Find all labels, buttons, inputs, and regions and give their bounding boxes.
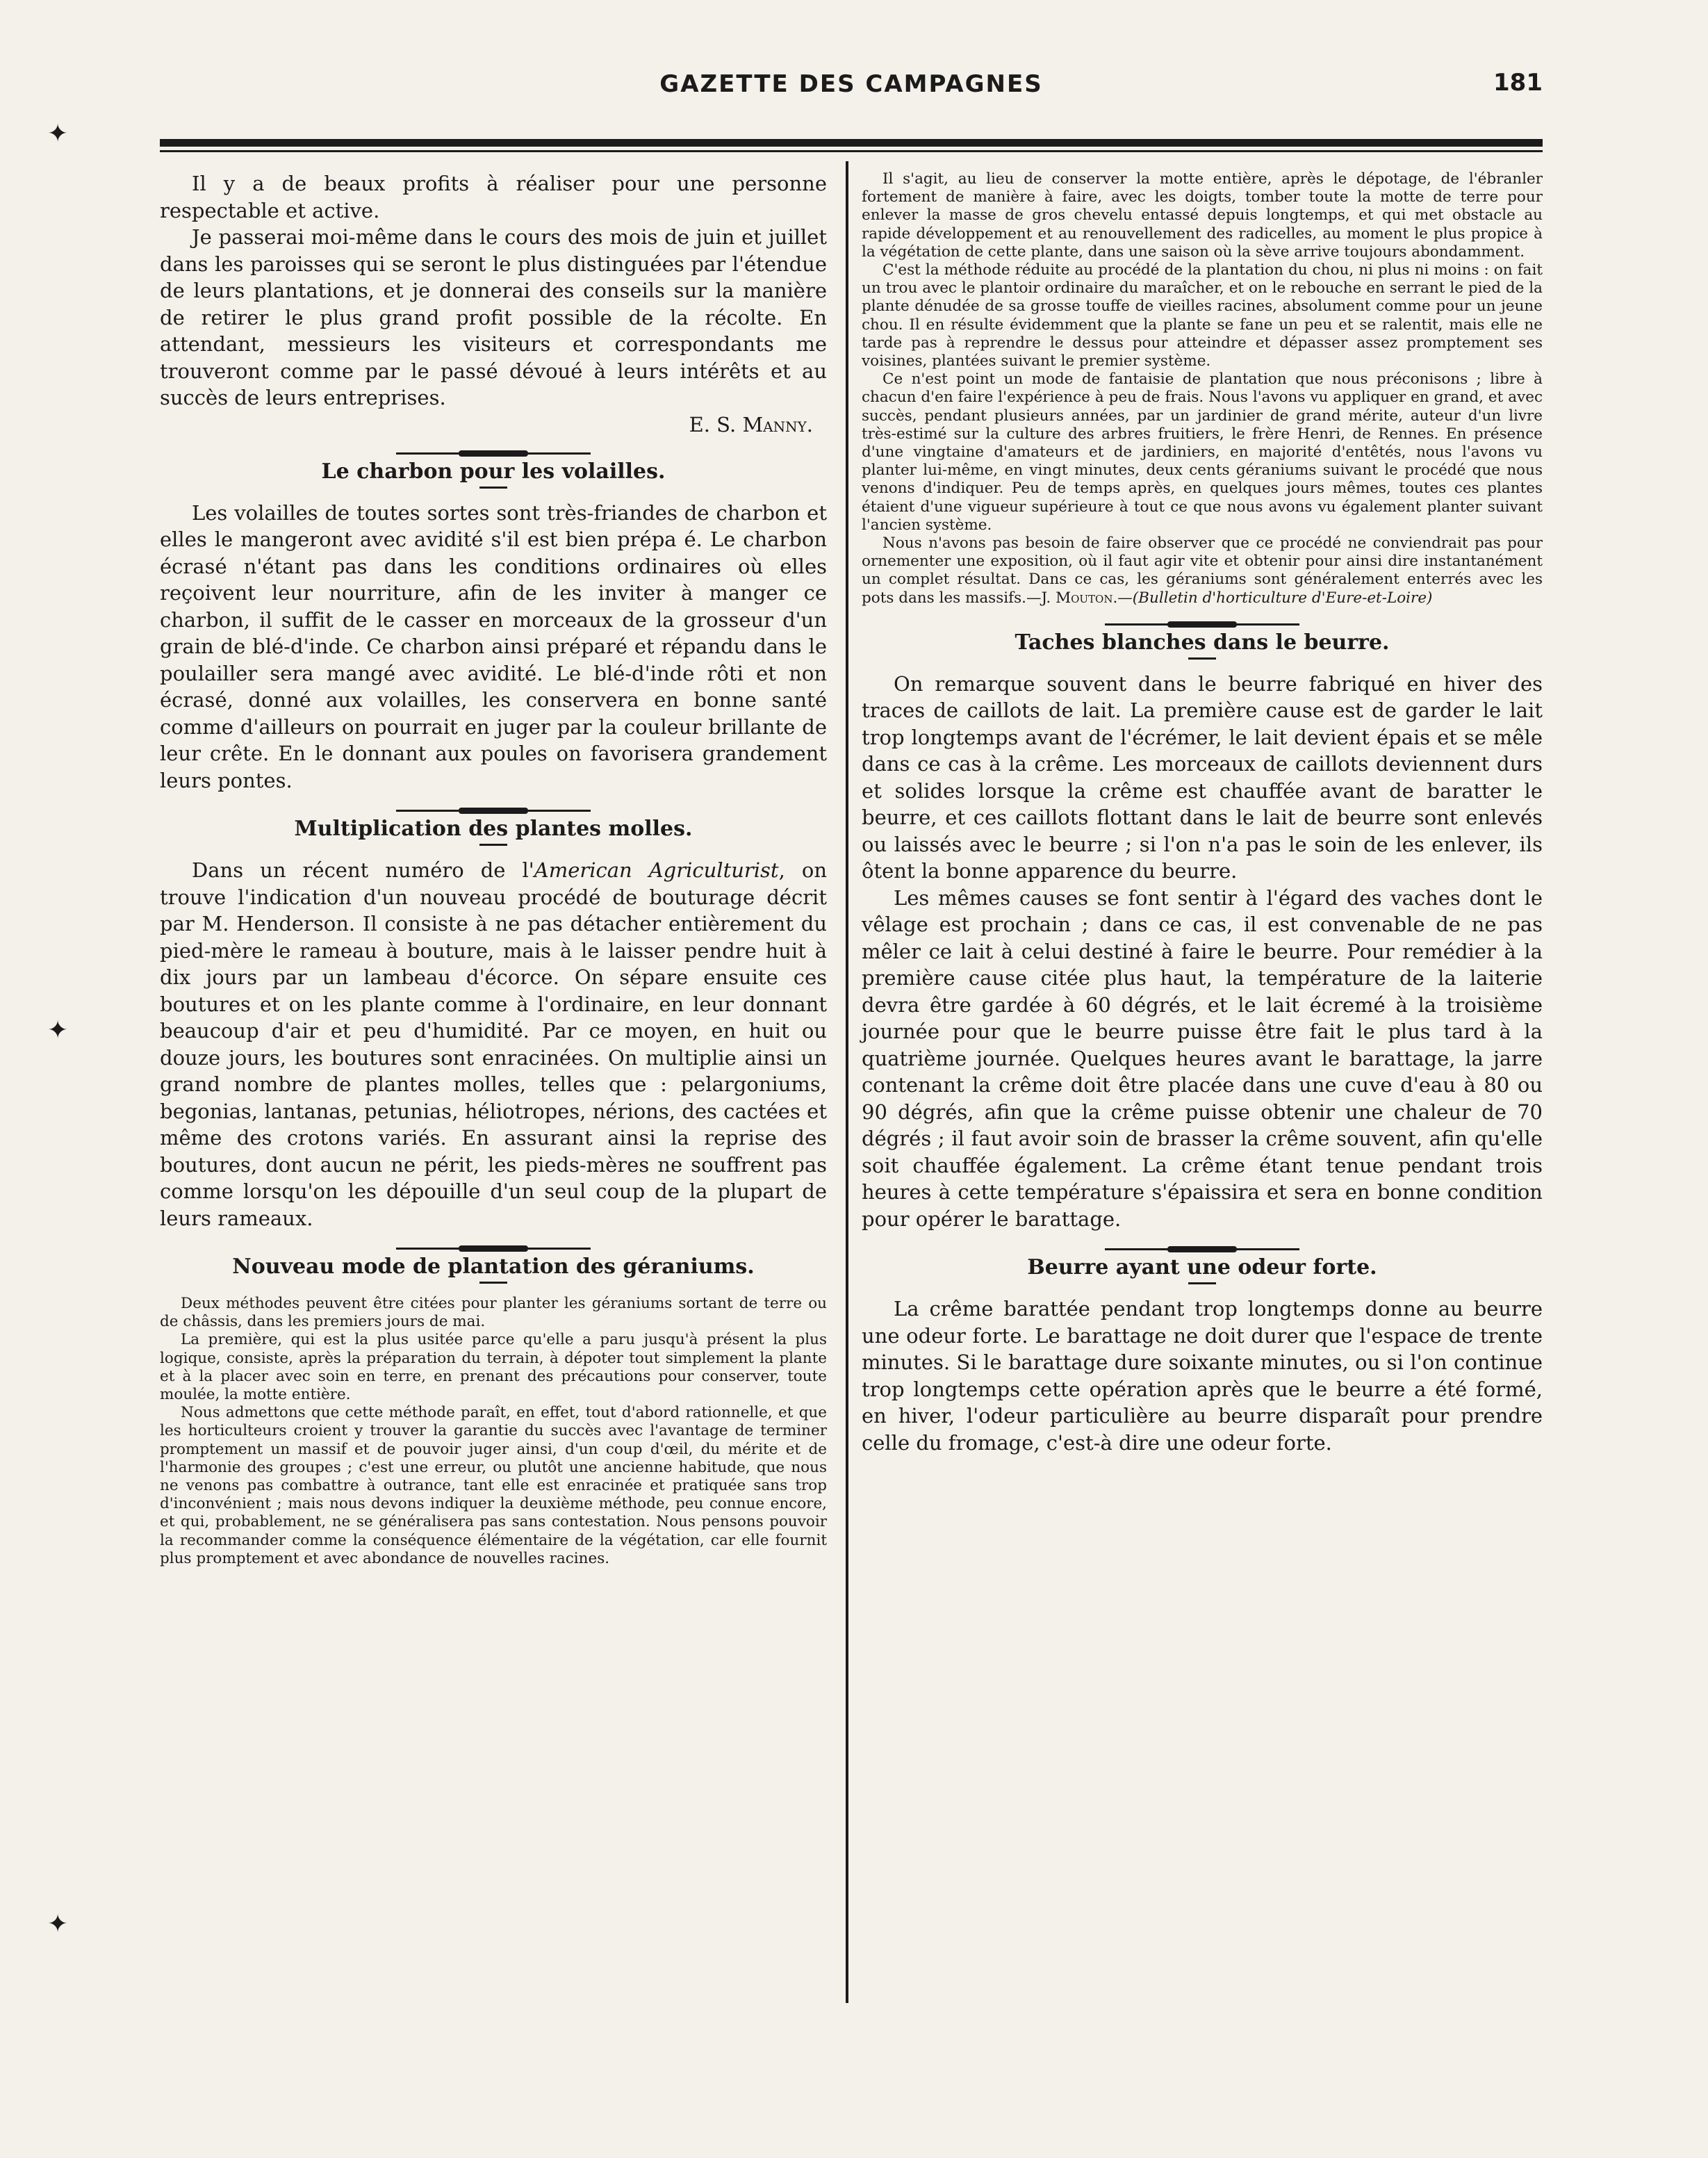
margin-mark: ✦	[47, 120, 69, 148]
article-taches	[862, 630, 1543, 1233]
title-rule	[479, 844, 507, 846]
section-divider	[1105, 1248, 1299, 1251]
article-intro	[160, 170, 827, 436]
article-title: Beurre ayant une odeur forte.	[1027, 1255, 1377, 1280]
margin-mark: ✦	[47, 1016, 69, 1045]
article-title: Multiplication des plantes molles.	[294, 817, 693, 841]
header-rule-thick	[160, 139, 1543, 147]
paragraph: Nous n'avons pas besoin de faire observer que ce procédé ne conviendrait pas pour ornementer une exposition, où il faut agir vite et obtenir pour ainsi dire instantanément un complet résultat. Dans ce cas, les géraniums sont généralement enterrés avec les pots dans les massifs.—J. Mouton.—(Bulletin d'horticulture d'Eure-et-Loire)	[862, 534, 1543, 607]
running-head	[160, 66, 1543, 108]
author-name: Mouton.	[1056, 589, 1118, 607]
section-divider	[1105, 623, 1299, 626]
publication-name: American Agriculturist	[534, 858, 779, 882]
column-divider	[846, 161, 848, 2003]
title-rule	[1188, 657, 1216, 660]
paragraph: On remarque souvent dans le beurre fabriqué en hiver des traces de caillots de lait. La première cause est de garder le lait trop longtemps avant de l'écrémer, le lait devient épais et se mêle dans ce cas à la crême. Les morceaux de caillots deviennent durs et solides lorsque la crême est chauffée avant de baratter le beurre, et ces caillots flottant dans le lait de beurre sont enlevés ou laissés avec le beurre ; si l'on n'a pas le soin de les enlever, ils ôtent la bonne apparence du beurre.	[862, 671, 1543, 883]
header-rule-thin	[160, 150, 1543, 152]
paragraph: Dans un récent numéro de l'American Agriculturist, on trouve l'indication d'un nouveau procédé de bouturage décrit par M. Henderson. Il consiste à ne pas détacher entièrement du pied-mère le rameau à bouture, mais à le laisser pendre huit à dix jours par un lambeau d'écorce. On sépare ensuite ces boutures et on les plante comme à l'ordinaire, en leur donnant beaucoup d'air et peu d'humidité. Par ce moyen, en huit ou douze jours, les boutures sont enracinées. On multiplie ainsi un grand nombre de plantes molles, telles que : pelargoniums, begonias, lantanas, petunias, héliotropes, nérions, des cactées et même des crotons variés. En assurant ainsi la reprise des boutures, dont aucun ne périt, les pieds-mères ne souffrent pas comme lorsqu'on les dépouille d'un seul coup de la plupart de leurs rameaux.	[160, 858, 827, 1230]
source-citation: (Bulletin d'horticulture d'Eure-et-Loire)	[1132, 589, 1433, 607]
article-title: Nouveau mode de plantation des géraniums.	[232, 1254, 755, 1279]
title-rule	[1188, 1282, 1216, 1284]
running-title: GAZETTE DES CAMPAGNES	[659, 70, 1043, 98]
left-column	[160, 170, 827, 1568]
article-multiplication	[160, 817, 827, 1232]
article-charbon	[160, 459, 827, 794]
title-rule	[479, 487, 507, 489]
paragraph: C'est la méthode réduite au procédé de la plantation du chou, ni plus ni moins : on fait un trou avec le plantoir ordinaire du maraîcher, et on le rebouche en serrant le pied de la plante dénudée de sa grosse touffe de vieilles racines, absolument comme pour un jeune chou. Il en résulte évidemment que la plante se fane un peu et se ralentit, mais elle ne tarde pas à reprendre le dessus pour atteindre et dépasser assez promptement ses voisines, plantées suivant le premier système.	[862, 261, 1543, 370]
paragraph: Je passerai moi-même dans le cours des mois de juin et juillet dans les paroisses qui se seront le plus distinguées par l'étendue de leurs plantations, et je donnerai des conseils sur la manière de retirer le plus grand profit possible de la récolte. En attendant, messieurs les visiteurs et correspondants me trouveront comme par le passé dévoué à leurs intérêts et au succès de leurs entreprises.	[160, 225, 827, 409]
section-divider	[396, 452, 591, 455]
article-title: Taches blanches dans le beurre.	[1015, 630, 1390, 655]
article-odeur	[862, 1255, 1543, 1456]
section-divider	[396, 809, 591, 812]
paragraph: Deux méthodes peuvent être citées pour planter les géraniums sortant de terre ou de châssis, dans les premiers jours de mai.	[160, 1295, 827, 1331]
paragraph: La crême barattée pendant trop longtemps donne au beurre une odeur forte. Le barattage ne doit durer que l'espace de trente minutes. Si le barattage dure soixante minutes, ou si l'on continue trop longtemps cette opération après que le beurre a été formé, en hiver, l'odeur particulière au beurre disparaît pour prendre celle du fromage, c'est-à dire une odeur forte.	[862, 1297, 1543, 1455]
paragraph: Il y a de beaux profits à réaliser pour une personne respectable et active.	[160, 172, 827, 222]
page-number: 181	[1493, 69, 1543, 97]
section-divider	[396, 1247, 591, 1250]
article-title: Le charbon pour les volailles.	[321, 459, 666, 484]
paragraph: La première, qui est la plus usitée parce qu'elle a paru jusqu'à présent la plus logique, consiste, après la préparation du terrain, à dépoter tout simplement la plante et à la placer avec soin en terre, en prenant des précautions pour conserver, toute moulée, la motte entière.	[160, 1331, 827, 1404]
margin-mark: ✦	[47, 1910, 69, 1938]
paragraph: Ce n'est point un mode de fantaisie de plantation que nous préconisons ; libre à chacun d'en faire l'expérience à peu de frais. Nous l'avons vu appliquer en grand, et avec succès, pendant plusieurs années, par un jardinier de grand mérite, auteur d'un livre très-estimé sur la culture des arbres fruitiers, le frère Henri, de Rennes. En présence d'une vingtaine d'amateurs et de jardiniers, en majorité d'entêtés, nous l'avons vu planter lui-même, en vingt minutes, deux cents géraniums suivant le procédé que nous venons d'indiquer. Peu de temps après, en quelques jours mêmes, toutes ces plantes étaient d'une vigueur supérieure à tout ce que nous avons vu également planter suivant l'ancien système.	[862, 370, 1543, 534]
paragraph: Nous admettons que cette méthode paraît, en effet, tout d'abord rationnelle, et que les horticulteurs croient y trouver la garantie du succès avec l'avantage de terminer promptement un massif et de pouvoir juger ainsi, d'un coup d'œil, du mérite et de l'harmonie des groupes ; c'est une erreur, ou plutôt une ancienne habitude, que nous ne venons pas combattre à outrance, tant elle est enracinée et pratiquée sans trop d'inconvénient ; mais nous devons indiquer la deuxième méthode, peu connue encore, et qui, probablement, ne se généralisera pas sans contestation. Nous pensons pouvoir la recommander comme la conséquence élémentaire de la végétation, car elle fournit plus promptement et avec abondance de nouvelles racines.	[160, 1404, 827, 1567]
paragraph: Les volailles de toutes sortes sont très-friandes de charbon et elles le mangeront avec avidité s'il est bien prépa é. Le charbon écrasé n'étant pas dans les conditions ordinaires où elles reçoivent leur nourriture, afin de les inviter à manger ce charbon, il suffit de le casser en morceaux de la grosseur d'un grain de blé-d'inde. Ce charbon ainsi préparé et répandu dans le poulailler sera mangé avec avidité. Le blé-d'inde rôti et non écrasé, donné aux volailles, les conservera en bonne santé comme d'ailleurs on pourrait en juger par la couleur brillante de leur crête. En le donnant aux poules on favorisera grandement leurs pontes.	[160, 500, 827, 792]
right-column	[862, 170, 1543, 1456]
signature: E. S. Manny.	[689, 412, 813, 436]
paragraph: Il s'agit, au lieu de conserver la motte entière, après le dépotage, de l'ébranler fortement de manière à faire, avec les doigts, tomber toute la motte de terre pour enlever la masse de gros chevelu entassé depuis longtemps, et qui met obstacle au rapide développement et au renouvellement des radicelles, au moment le plus propice à la végétation de cette plante, dans une saison où la sève arrive toujours abondamment.	[862, 170, 1543, 261]
paragraph: Les mêmes causes se font sentir à l'égard des vaches dont le vêlage est prochain ; dans ce cas, il est convenable de ne pas mêler ce lait à celui destiné à faire le beurre. Pour remédier à la première cause citée plus haut, la température de la laiterie devra être gardée à 60 dégrés, et le lait écremé à la troisième journée pour que le beurre puisse être fait le plus tard à la quatrième journée. Quelques heures avant le barattage, la jarre contenant la crême doit être placée dans une cuve d'eau à 80 ou 90 dégrés, afin que la crême puisse obtenir une chaleur de 70 dégrés ; il faut avoir soin de brasser la crême souvent, afin qu'elle soit chauffée également. La crême étant tenue pendant trois heures à cette température s'épaissira et sera en bonne condition pour opérer le barattage.	[862, 885, 1543, 1231]
title-rule	[479, 1282, 507, 1284]
article-geraniums	[160, 1254, 827, 1568]
article-geraniums-continued	[862, 170, 1543, 607]
